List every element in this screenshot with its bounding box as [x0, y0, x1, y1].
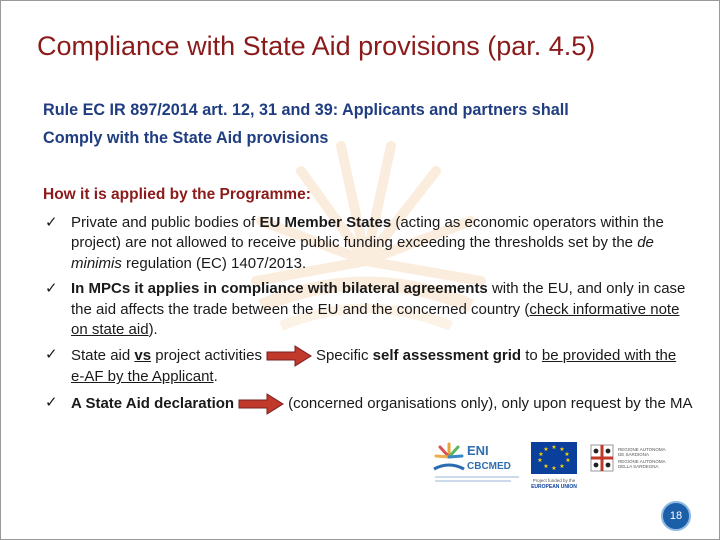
svg-text:★: ★: [559, 463, 565, 470]
sardinia-crest-logo: [591, 445, 666, 471]
eni-cbcmed-logo: [434, 443, 519, 481]
partner-logos: [431, 439, 686, 494]
eu-caption-1: Project funded by the: [532, 478, 576, 483]
bullet-text: Private and public bodies of: [71, 214, 260, 231]
bullet-text: (concerned organisations only), only upon request by the MA: [288, 394, 693, 412]
bullet-text: .: [213, 368, 218, 386]
page-number-badge: 18: [661, 501, 691, 531]
bullet-bold-text: A State Aid declaration: [71, 394, 235, 412]
region-text-3: REGIONE AUTONOMA: [618, 459, 666, 464]
bullet-underlined-text: be provided with the e-AF by the Applicant: [71, 347, 677, 386]
bullet-text: to: [521, 347, 542, 365]
bullet-text: with the EU, and only in case the aid affects the trade between the EU and the concerned country (: [71, 280, 686, 318]
eu-flag-logo: [531, 442, 577, 490]
svg-text:★: ★: [564, 451, 570, 458]
region-text-2: DE SARDIGNA: [618, 452, 650, 457]
bullet-bold-text: vs: [134, 347, 152, 365]
bullet-item: [45, 345, 693, 387]
bullet-text: State aid: [71, 347, 135, 365]
bullet-bold-text: In MPCs it applies in compliance with bilateral agreements: [71, 280, 488, 298]
bullet-text: ).: [148, 321, 158, 339]
rule-statement: [43, 96, 703, 152]
svg-text:★: ★: [551, 465, 557, 472]
bullet-item: [45, 393, 693, 415]
svg-text:★: ★: [543, 463, 549, 470]
checkmark-icon: ✓: [45, 214, 58, 231]
svg-text:★: ★: [543, 446, 549, 453]
checkmark-icon: ✓: [45, 346, 58, 364]
svg-text:★: ★: [551, 444, 557, 451]
svg-text:★: ★: [565, 457, 571, 464]
bullet-text: (acting as economic operators within the project) are not allowed to receive public funding exceeding the thresholds set by the: [71, 214, 664, 252]
rule-line-1: Rule EC IR 897/2014 art. 12, 31 and 39: Applicants and partners shall: [43, 101, 569, 119]
arrow-right-icon: [237, 393, 285, 415]
bullet-bold-text: self assessment grid: [372, 347, 522, 365]
bullet-italic-text: de minimis: [71, 234, 654, 272]
checkmark-icon: ✓: [45, 280, 58, 298]
how-applied-heading: How it is applied by the Programme:: [43, 186, 311, 203]
checkmark-icon: ✓: [45, 393, 58, 411]
informative-note-link[interactable]: check informative note on state aid: [71, 300, 680, 339]
bullet-text: regulation (EC) 1407/2013.: [121, 254, 307, 272]
bullet-list: [45, 213, 693, 420]
bullet-item: [45, 279, 693, 340]
svg-text:★: ★: [538, 451, 544, 458]
arrow-right-icon: [265, 345, 313, 367]
bullet-bold-text: EU Member States: [259, 214, 392, 231]
svg-text:★: ★: [559, 446, 565, 453]
rule-line-2: Comply with the State Aid provisions: [43, 129, 329, 147]
cbcmed-logo-text: CBCMED: [467, 461, 511, 472]
eu-caption-2: EUROPEAN UNION: [531, 484, 577, 490]
bullet-text: Specific: [315, 347, 373, 365]
eni-logo-text: ENI: [467, 443, 489, 458]
region-text-1: REGIONE AUTONOMA: [618, 447, 666, 452]
bullet-text: project activities: [151, 347, 262, 365]
svg-text:★: ★: [537, 457, 543, 464]
slide-title: Compliance with State Aid provisions (par. 4.5): [37, 31, 596, 61]
region-text-4: DELLA SARDEGNA: [618, 464, 659, 469]
bullet-item: [45, 213, 693, 274]
